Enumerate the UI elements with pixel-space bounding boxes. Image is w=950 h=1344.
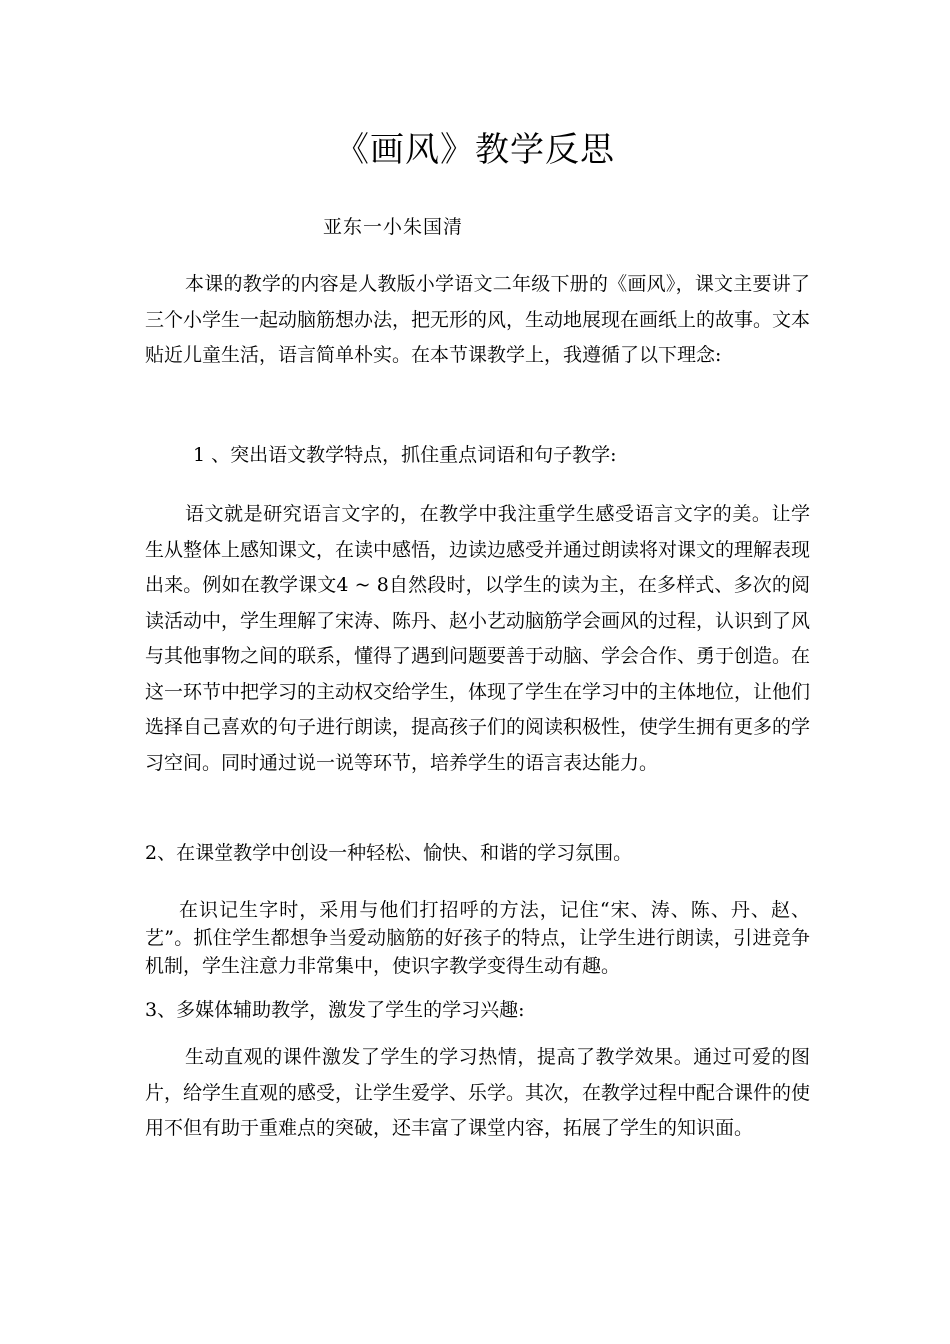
section-1-paragraph: 语文就是研究语言文字的，在教学中我注重学生感受语言文字的美。让学生从整体上感知课文，在读中感悟，边读边感受并通过朗读将对课文的理解表现出来。例如在教学课文4 ~ 8自然段时，以学生的读为主，在多样式、多次的阅读活动中，学生理解了宋涛、陈丹、赵小艺动脑筋学会画风的过程，认识到了风与其他事物之间的联系，懂得了遇到问题要善于动脑、学会合作、勇于创造。在这一环节中把学习的主动权交给学生，体现了学生在学习中的主体地位，让他们选择自己喜欢的句子进行朗读，提高孩子们的阅读积极性，使学生拥有更多的学习空间。同时通过说一说等环节，培养学生的语言表达能力。 bbox=[145, 503, 811, 774]
intro-paragraph: 本课的教学的内容是人教版小学语文二年级下册的《画风》，课文主要讲了三个小学生一起动脑筋想办法，把无形的风，生动地展现在画纸上的故事。文本贴近儿童生活，语言简单朴实。在本节课教学上，我遵循了以下理念: bbox=[145, 273, 811, 366]
section-2-heading: 2、在课堂教学中创设一种轻松、愉快、和谐的学习氛围。 bbox=[145, 842, 633, 864]
section-3-heading: 3、多媒体辅助教学，激发了学生的学习兴趣: bbox=[145, 999, 525, 1021]
section-2-paragraph: 在识记生字时，采用与他们打招呼的方法，记住“宋、涛、陈、丹、赵、艺”。抓住学生都想争当爱动脑筋的好孩子的特点，让学生进行朗读，引进竞争机制，学生注意力非常集中，使识字教学变得生动有趣。 bbox=[145, 899, 810, 977]
author-line: 亚东一小朱国清 bbox=[323, 216, 464, 238]
section-1-heading: 1 、突出语文教学特点，抓住重点词语和句子教学: bbox=[193, 444, 617, 466]
section-3-paragraph: 生动直观的课件激发了学生的学习热情，提高了教学效果。通过可爱的图片，给学生直观的感受，让学生爱学、乐学。其次，在教学过程中配合课件的使用不但有助于重难点的突破，还丰富了课堂内容，拓展了学生的知识面。 bbox=[145, 1046, 811, 1139]
document-title: 《画风》教学反思 bbox=[335, 130, 615, 170]
